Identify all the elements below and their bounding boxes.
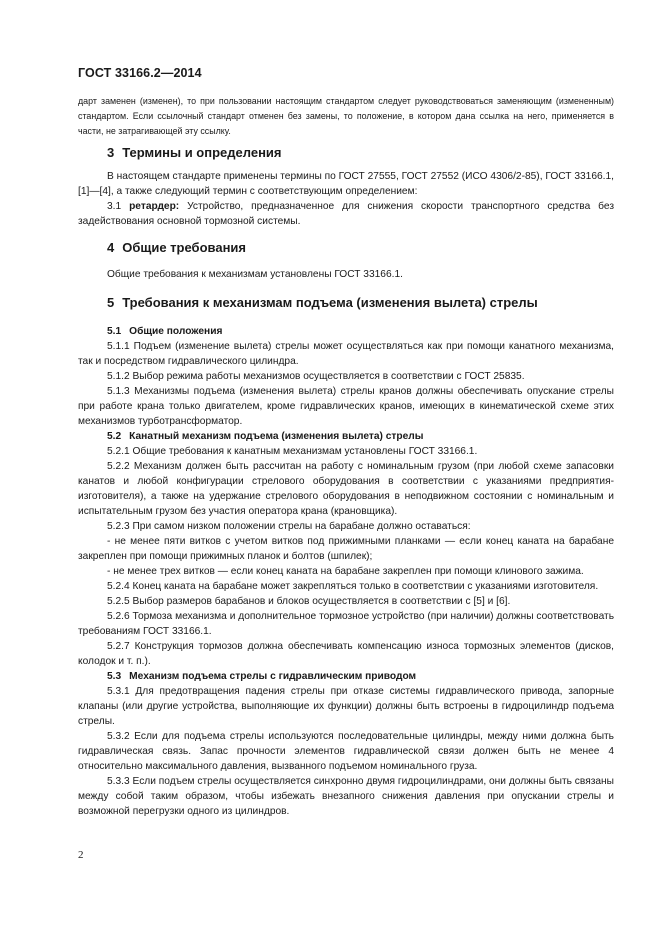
para-5-2-6: 5.2.6 Тормоза механизма и дополнительное тормозное устройство (при наличии) должны соответствовать требованиям ГОСТ 33166.1. [78, 611, 614, 637]
subsection-5-3-number: 5.3 [107, 671, 122, 682]
para-5-2-3-item-b: - не менее трех витков — если конец каната на барабане закреплен при помощи клинового зажима. [107, 566, 584, 577]
para-5-3-3: 5.3.3 Если подъем стрелы осуществляется синхронно двумя гидроцилиндрами, они должны быть связаны между собой таким образом, чтобы избежать внезапного снижения давления при опускании стрелы и возможной перегрузки одного из цилиндров. [78, 776, 614, 817]
para-5-1-1: 5.1.1 Подъем (изменение вылета) стрелы может осуществляться как при помощи канатного механизма, так и посредством гидравлического цилиндра. [78, 341, 614, 367]
para-5-2-5: 5.2.5 Выбор размеров барабанов и блоков осуществляется в соответствии с [5] и [6]. [107, 596, 511, 607]
intro-text: дарт заменен (изменен), то при пользовании настоящим стандартом следует руководствоваться заменяющим (измененным) стандартом. Если ссылочный стандарт отменен без замены, то положение, в котором дана ссылка на него, применяется в части, не затрагивающей эту ссылку. [78, 96, 614, 137]
section-4-number: 4 [107, 240, 115, 255]
section-3-number: 3 [107, 145, 115, 160]
para-5-1-2: 5.1.2 Выбор режима работы механизмов осуществляется в соответствии с ГОСТ 25835. [107, 371, 525, 382]
term-3-1-number: 3.1 [107, 201, 122, 212]
subsection-5-2-title: Канатный механизм подъема (изменения вылета) стрелы [129, 431, 424, 442]
subsection-5-1-title: Общие положения [129, 326, 223, 337]
subsection-5-3-heading [78, 669, 614, 684]
section-5-title: Требования к механизмам подъема (изменения вылета) стрелы [122, 295, 538, 310]
section-4-heading [107, 240, 246, 255]
section-4-paragraph: Общие требования к механизмам установлены ГОСТ 33166.1. [107, 269, 403, 280]
section-3-heading [107, 145, 282, 160]
para-5-2-3: 5.2.3 При самом низком положении стрелы на барабане должно оставаться: [107, 521, 471, 532]
para-5-2-2: 5.2.2 Механизм должен быть рассчитан на работу с номинальным грузом (при любой схеме запасовки канатов и любой конфигурации стрелового оборудования в соответствии с указаниями предприятия-изготовителя), а также на удержание стрелового оборудования в неподвижном состоянии с номинальным и испытательным грузом без участия оператора крана (крановщика). [78, 461, 614, 517]
section-3-title: Термины и определения [122, 145, 282, 160]
section-4-title: Общие требования [122, 240, 246, 255]
subsection-5-3-title: Механизм подъема стрелы с гидравлическим приводом [129, 671, 417, 682]
para-5-2-1: 5.2.1 Общие требования к канатным механизмам установлены ГОСТ 33166.1. [107, 446, 478, 457]
para-5-3-1: 5.3.1 Для предотвращения падения стрелы при отказе системы гидравлического привода, запорные клапаны (или другие устройства, выполняющие их функции) должны быть встроены в гидроцилиндр подъема стрелы. [78, 686, 614, 727]
term-3-1 [78, 199, 614, 229]
subsection-5-2-heading [78, 429, 614, 444]
subsection-5-1-number: 5.1 [107, 326, 122, 337]
subsection-5-1-heading [78, 324, 614, 339]
term-3-1-term: ретардер: [129, 201, 180, 212]
standard-header: ГОСТ 33166.2—2014 [78, 66, 202, 80]
subsection-5-2-number: 5.2 [107, 431, 122, 442]
para-5-2-3-item-a: - не менее пяти витков с учетом витков под прижимными планками — если конец каната на барабане закреплен при помощи прижимных планок и болтов (шпилек); [78, 536, 614, 562]
para-5-2-7: 5.2.7 Конструкция тормозов должна обеспечивать компенсацию износа тормозных элементов (дисков, колодок и т. п.). [78, 641, 614, 667]
para-5-2-4: 5.2.4 Конец каната на барабане может закрепляться только в соответствии с указаниями изготовителя. [107, 581, 599, 592]
section-5-heading [107, 295, 538, 310]
section-5-body [78, 324, 614, 819]
para-5-3-2: 5.3.2 Если для подъема стрелы используются последовательные цилиндры, между ними должна быть гидравлическая связь. Запас прочности элементов гидравлической связи должен быть не менее 4 относительно максимального давления, вызванного подъемом номинального груза. [78, 731, 614, 772]
intro-paragraph [78, 94, 614, 140]
page-number: 2 [78, 849, 84, 861]
section-3-paragraph: В настоящем стандарте применены термины по ГОСТ 27555, ГОСТ 27552 (ИСО 4306/2-85), ГОСТ 33166.1, [1]—[4], а также следующий термин с соответствующим определением: [78, 171, 614, 197]
section-3-body [78, 169, 614, 229]
para-5-1-3: 5.1.3 Механизмы подъема (изменения вылета) стрелы кранов должны обеспечивать опускание стрелы при работе крана только двигателем, кроме гидравлических кранов, имеющих в кинематической схеме этих механизмов турботрансформатор. [78, 386, 614, 427]
section-4-body [78, 267, 614, 282]
section-5-number: 5 [107, 295, 115, 310]
term-3-1-definition: Устройство, предназначенное для снижения скорости транспортного средства без задействования основной тормозной системы. [78, 201, 614, 227]
